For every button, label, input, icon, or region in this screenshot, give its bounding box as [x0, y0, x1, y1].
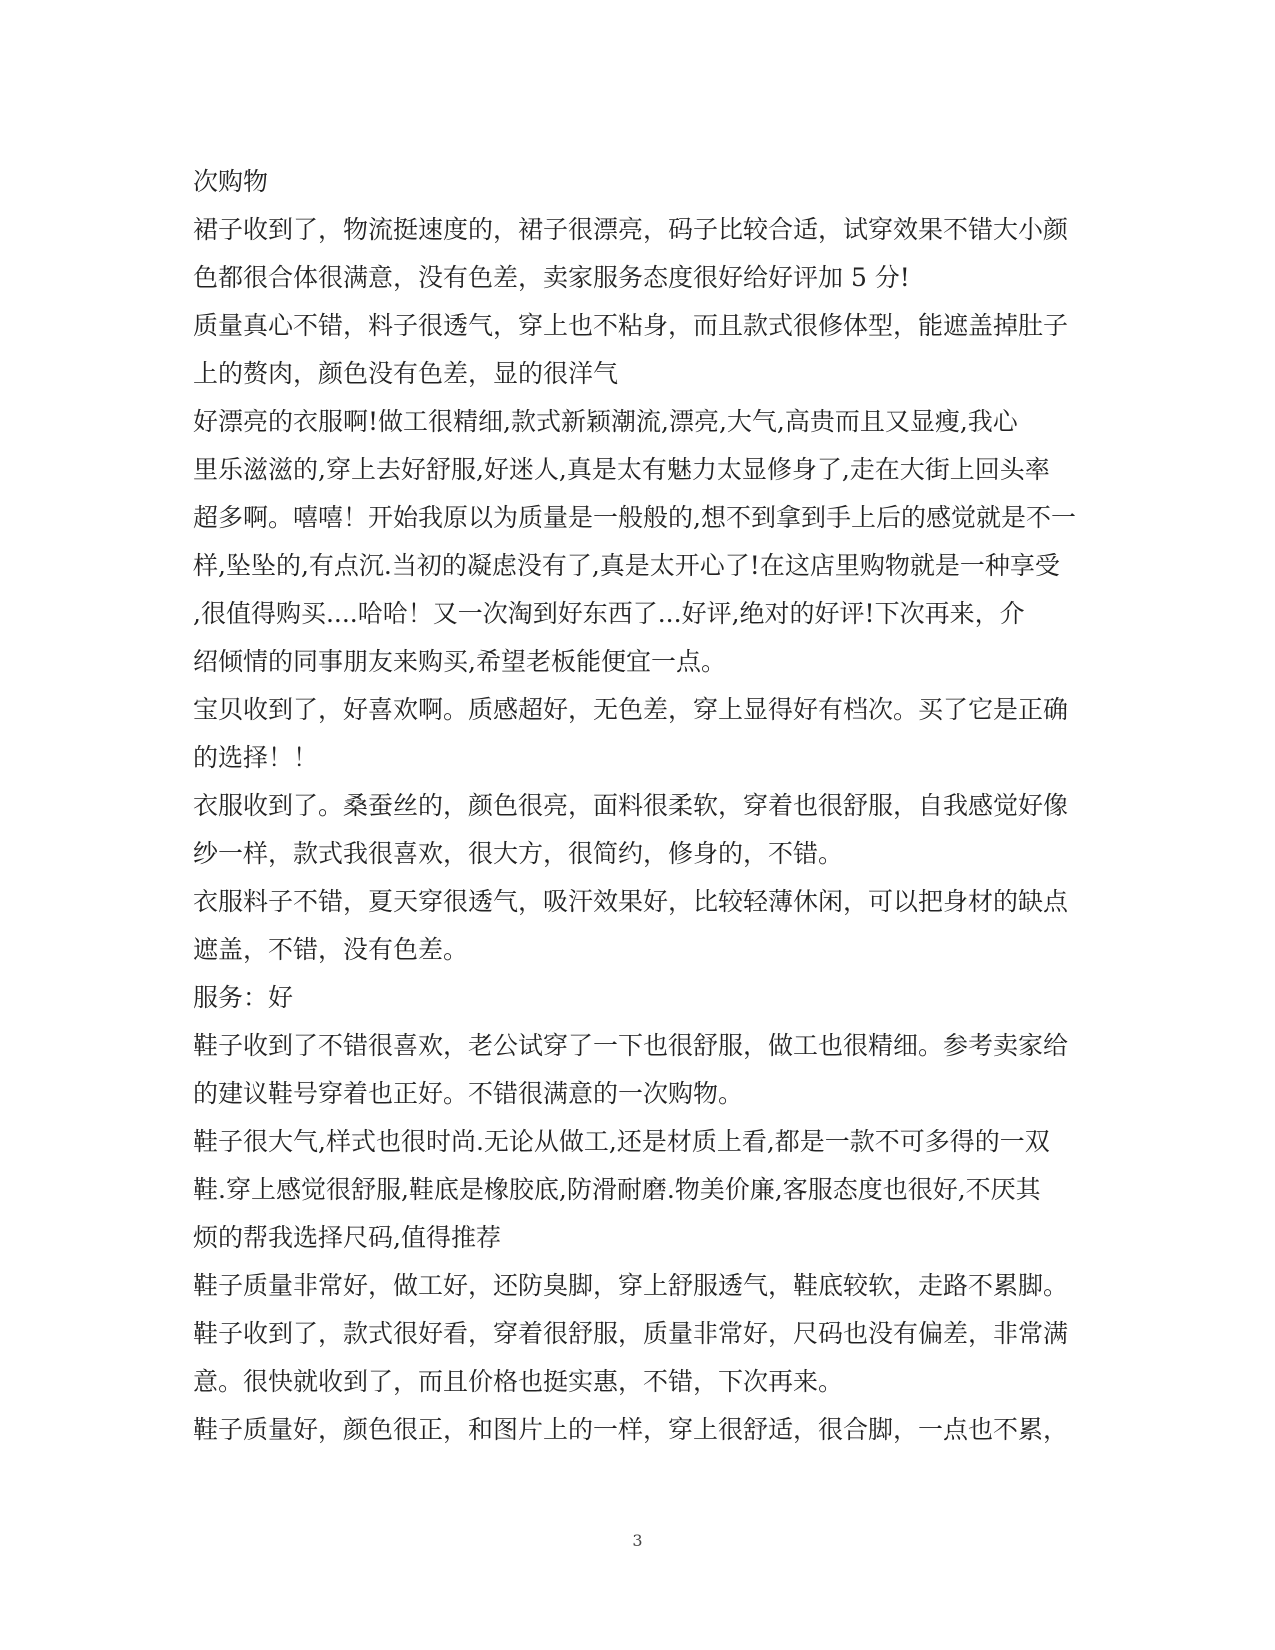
text-line: 样,坠坠的,有点沉.当初的凝虑没有了,真是太开心了!在这店里购物就是一种享受 [193, 551, 1060, 580]
text-line: 烦的帮我选择尺码,值得推荐 [193, 1223, 501, 1252]
text-line: 鞋子收到了，款式很好看，穿着很舒服，质量非常好，尺码也没有偏差，非常满 [193, 1319, 1069, 1348]
text-line: 鞋子质量好，颜色很正，和图片上的一样，穿上很舒适，很合脚，一点也不累， [193, 1415, 1069, 1444]
text-line: 好漂亮的衣服啊!做工很精细,款式新颖潮流,漂亮,大气,高贵而且又显瘦,我心 [193, 407, 1018, 436]
text-line: 鞋子质量非常好，做工好，还防臭脚，穿上舒服透气，鞋底较软，走路不累脚。 [193, 1271, 1069, 1300]
text-line: 意。很快就收到了，而且价格也挺实惠，不错，下次再来。 [193, 1367, 844, 1396]
text-line: 纱一样，款式我很喜欢，很大方，很简约，修身的，不错。 [193, 839, 844, 868]
text-line: 鞋子收到了不错很喜欢，老公试穿了一下也很舒服，做工也很精细。参考卖家给 [193, 1031, 1069, 1060]
text-line: 衣服收到了。桑蚕丝的，颜色很亮，面料很柔软，穿着也很舒服，自我感觉好像 [193, 791, 1069, 820]
text-line: 超多啊。嘻嘻！开始我原以为质量是一般般的,想不到拿到手上后的感觉就是不一 [193, 503, 1076, 532]
text-line: 的建议鞋号穿着也正好。不错很满意的一次购物。 [193, 1079, 744, 1108]
text-line: 色都很合体很满意，没有色差，卖家服务态度很好给好评加 5 分! [193, 263, 910, 292]
page-number: 3 [632, 1531, 643, 1550]
text-line: 质量真心不错，料子很透气，穿上也不粘身，而且款式很修体型，能遮盖掉肚子 [193, 311, 1069, 340]
text-line: 遮盖，不错，没有色差。 [193, 935, 469, 964]
text-line: 服务：好 [193, 983, 294, 1012]
text-line: 衣服料子不错，夏天穿很透气，吸汗效果好，比较轻薄休闲，可以把身材的缺点 [193, 887, 1069, 916]
text-line: 里乐滋滋的,穿上去好舒服,好迷人,真是太有魅力太显修身了,走在大街上回头率 [193, 455, 1050, 484]
text-line: 次购物 [193, 167, 269, 196]
body-text [193, 158, 1083, 1454]
text-line: 宝贝收到了，好喜欢啊。质感超好，无色差，穿上显得好有档次。买了它是正确 [193, 695, 1069, 724]
text-line: 裙子收到了，物流挺速度的，裙子很漂亮，码子比较合适，试穿效果不错大小颜 [193, 215, 1069, 244]
text-line: 绍倾情的同事朋友来购买,希望老板能便宜一点。 [193, 647, 726, 676]
text-line: 的选择！！ [193, 743, 319, 772]
text-line: 上的赘肉，颜色没有色差，显的很洋气 [193, 359, 619, 388]
text-line: 鞋子很大气,样式也很时尚.无论从做工,还是材质上看,都是一款不可多得的一双 [193, 1127, 1050, 1156]
text-line: ,很值得购买....哈哈！又一次淘到好东西了...好评,绝对的好评!下次再来，介 [193, 599, 1025, 628]
text-line: 鞋.穿上感觉很舒服,鞋底是橡胶底,防滑耐磨.物美价廉,客服态度也很好,不厌其 [193, 1175, 1041, 1204]
